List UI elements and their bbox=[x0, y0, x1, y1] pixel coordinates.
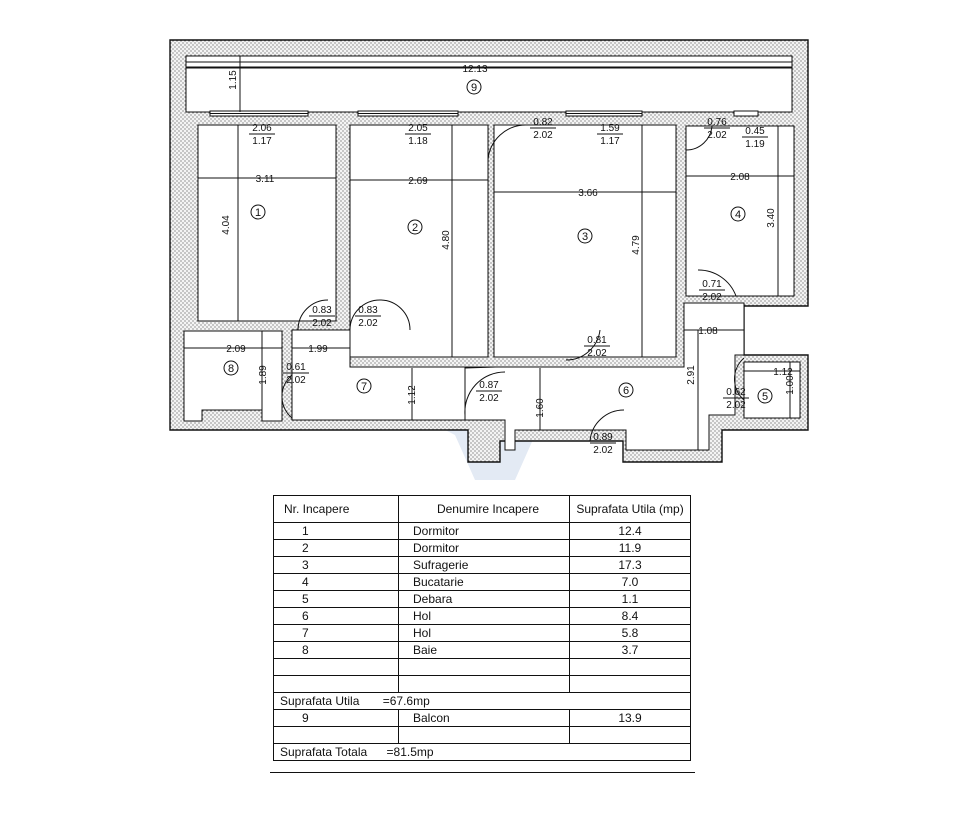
opening-height: 1.19 bbox=[745, 139, 765, 150]
suprafata-utila-row bbox=[274, 693, 691, 710]
cell-name: Debara bbox=[399, 591, 570, 608]
opening-height: 2.02 bbox=[707, 130, 727, 141]
cell-nr: 4 bbox=[274, 574, 399, 591]
opening-height: 2.02 bbox=[587, 348, 607, 359]
cell-area: 1.1 bbox=[570, 591, 691, 608]
cell-name: Hol bbox=[399, 608, 570, 625]
table-row bbox=[274, 574, 691, 591]
cell-name: Hol bbox=[399, 625, 570, 642]
opening-width: 2.05 bbox=[408, 123, 428, 134]
room-number-text: 8 bbox=[227, 363, 235, 375]
table-row-empty bbox=[274, 659, 691, 676]
room-number-text: 4 bbox=[734, 209, 742, 221]
opening-height: 2.02 bbox=[702, 292, 722, 303]
cell-name: Balcon bbox=[399, 710, 570, 727]
cell-nr: 9 bbox=[274, 710, 399, 727]
suprafata-totala-label: Suprafata Totala bbox=[280, 745, 368, 759]
cell-area: 7.0 bbox=[570, 574, 691, 591]
suprafata-utila-value: =67.6mp bbox=[382, 694, 430, 708]
opening-width: 2.06 bbox=[252, 123, 272, 134]
dim-r2-depth: 4.80 bbox=[441, 230, 452, 250]
cell-area: 5.8 bbox=[570, 625, 691, 642]
room-number-text: 3 bbox=[581, 231, 589, 243]
room-number-text: 5 bbox=[761, 391, 769, 403]
opening-width: 0.83 bbox=[358, 305, 378, 316]
cell-nr: 1 bbox=[274, 523, 399, 540]
dim-r7-depth: 1.12 bbox=[407, 385, 418, 405]
dim-hall-depth: 2.91 bbox=[686, 365, 697, 385]
opening-height: 2.02 bbox=[593, 445, 613, 456]
suprafata-utila-label: Suprafata Utila bbox=[280, 694, 360, 708]
cell-nr: 7 bbox=[274, 625, 399, 642]
cell-area: 12.4 bbox=[570, 523, 691, 540]
room-number-text: 9 bbox=[470, 82, 478, 94]
dim-balcony-width: 12.13 bbox=[462, 64, 488, 75]
dim-hall-width: 1.08 bbox=[698, 326, 718, 337]
header-name: Denumire Incapere bbox=[399, 496, 570, 523]
cell-area: 8.4 bbox=[570, 608, 691, 625]
opening-width: 0.62 bbox=[726, 387, 746, 398]
opening-height: 2.02 bbox=[533, 130, 553, 141]
cell-area: 11.9 bbox=[570, 540, 691, 557]
table-row bbox=[274, 608, 691, 625]
table-row-empty bbox=[274, 676, 691, 693]
cell-nr: 6 bbox=[274, 608, 399, 625]
dim-r7-width: 1.99 bbox=[308, 344, 328, 355]
dim-r4-depth: 3.40 bbox=[766, 208, 777, 228]
dim-r1-width: 3.11 bbox=[255, 174, 275, 185]
opening-height: 1.18 bbox=[408, 136, 428, 147]
dim-r8-width: 2.09 bbox=[226, 344, 246, 355]
room-number-text: 1 bbox=[254, 207, 262, 219]
opening-height: 2.02 bbox=[312, 318, 332, 329]
page-cutoff bbox=[270, 772, 695, 781]
cell-area: 13.9 bbox=[570, 710, 691, 727]
cell-area: 17.3 bbox=[570, 557, 691, 574]
opening-width: 0.87 bbox=[479, 380, 499, 391]
room-areas-table bbox=[273, 495, 691, 761]
cell-name: Baie bbox=[399, 642, 570, 659]
cell-nr: 2 bbox=[274, 540, 399, 557]
opening-height: 1.17 bbox=[600, 136, 620, 147]
opening-height: 2.02 bbox=[479, 393, 499, 404]
table-row bbox=[274, 540, 691, 557]
cell-nr: 5 bbox=[274, 591, 399, 608]
opening-height: 2.02 bbox=[358, 318, 378, 329]
suprafata-totala-value: =81.5mp bbox=[386, 745, 434, 759]
room-number-text: 6 bbox=[622, 385, 630, 397]
cell-name: Dormitor bbox=[399, 523, 570, 540]
dim-r8-depth: 1.89 bbox=[258, 365, 269, 385]
table-row bbox=[274, 557, 691, 574]
cell-nr: 8 bbox=[274, 642, 399, 659]
table-row bbox=[274, 523, 691, 540]
cell-nr: 3 bbox=[274, 557, 399, 574]
cell-name: Dormitor bbox=[399, 540, 570, 557]
table-row-balcony bbox=[274, 710, 691, 727]
cell-name: Bucatarie bbox=[399, 574, 570, 591]
opening-width: 0.83 bbox=[312, 305, 332, 316]
dim-r3-width: 3.66 bbox=[578, 188, 598, 199]
opening-height: 2.02 bbox=[726, 400, 746, 411]
table-row bbox=[274, 591, 691, 608]
room-number-text: 2 bbox=[411, 222, 419, 234]
dim-r2-width: 2.69 bbox=[408, 176, 428, 187]
dim-r5-width: 1.12 bbox=[773, 367, 793, 378]
opening-height: 1.17 bbox=[252, 136, 272, 147]
opening-width: 0.45 bbox=[745, 126, 765, 137]
cell-name: Sufragerie bbox=[399, 557, 570, 574]
room-number-text: 7 bbox=[360, 381, 368, 393]
cell-area: 3.7 bbox=[570, 642, 691, 659]
opening-height: 2.02 bbox=[286, 375, 306, 386]
header-nr: Nr. Incapere bbox=[274, 496, 399, 523]
opening-width: 0.76 bbox=[707, 117, 727, 128]
table-row bbox=[274, 642, 691, 659]
opening-width: 0.89 bbox=[593, 432, 613, 443]
opening-label bbox=[590, 432, 616, 456]
table-row-empty bbox=[274, 727, 691, 744]
dim-balcony-depth: 1.15 bbox=[228, 70, 239, 90]
opening-width: 0.61 bbox=[286, 362, 306, 373]
opening-width: 1.59 bbox=[600, 123, 620, 134]
dim-r3-depth: 4.79 bbox=[631, 235, 642, 255]
suprafata-totala-row bbox=[274, 744, 691, 761]
opening-width: 0.81 bbox=[587, 335, 607, 346]
room-1-area bbox=[198, 125, 336, 321]
header-area: Suprafata Utila (mp) bbox=[570, 496, 691, 523]
opening-width: 0.82 bbox=[533, 117, 553, 128]
dim-hall-depth2: 1.60 bbox=[535, 398, 546, 418]
table-row bbox=[274, 625, 691, 642]
dim-r4-width: 2.08 bbox=[730, 172, 750, 183]
dim-r1-depth: 4.04 bbox=[221, 215, 232, 235]
dim-r5-depth: 1.00 bbox=[785, 375, 796, 395]
opening-width: 0.71 bbox=[702, 279, 722, 290]
